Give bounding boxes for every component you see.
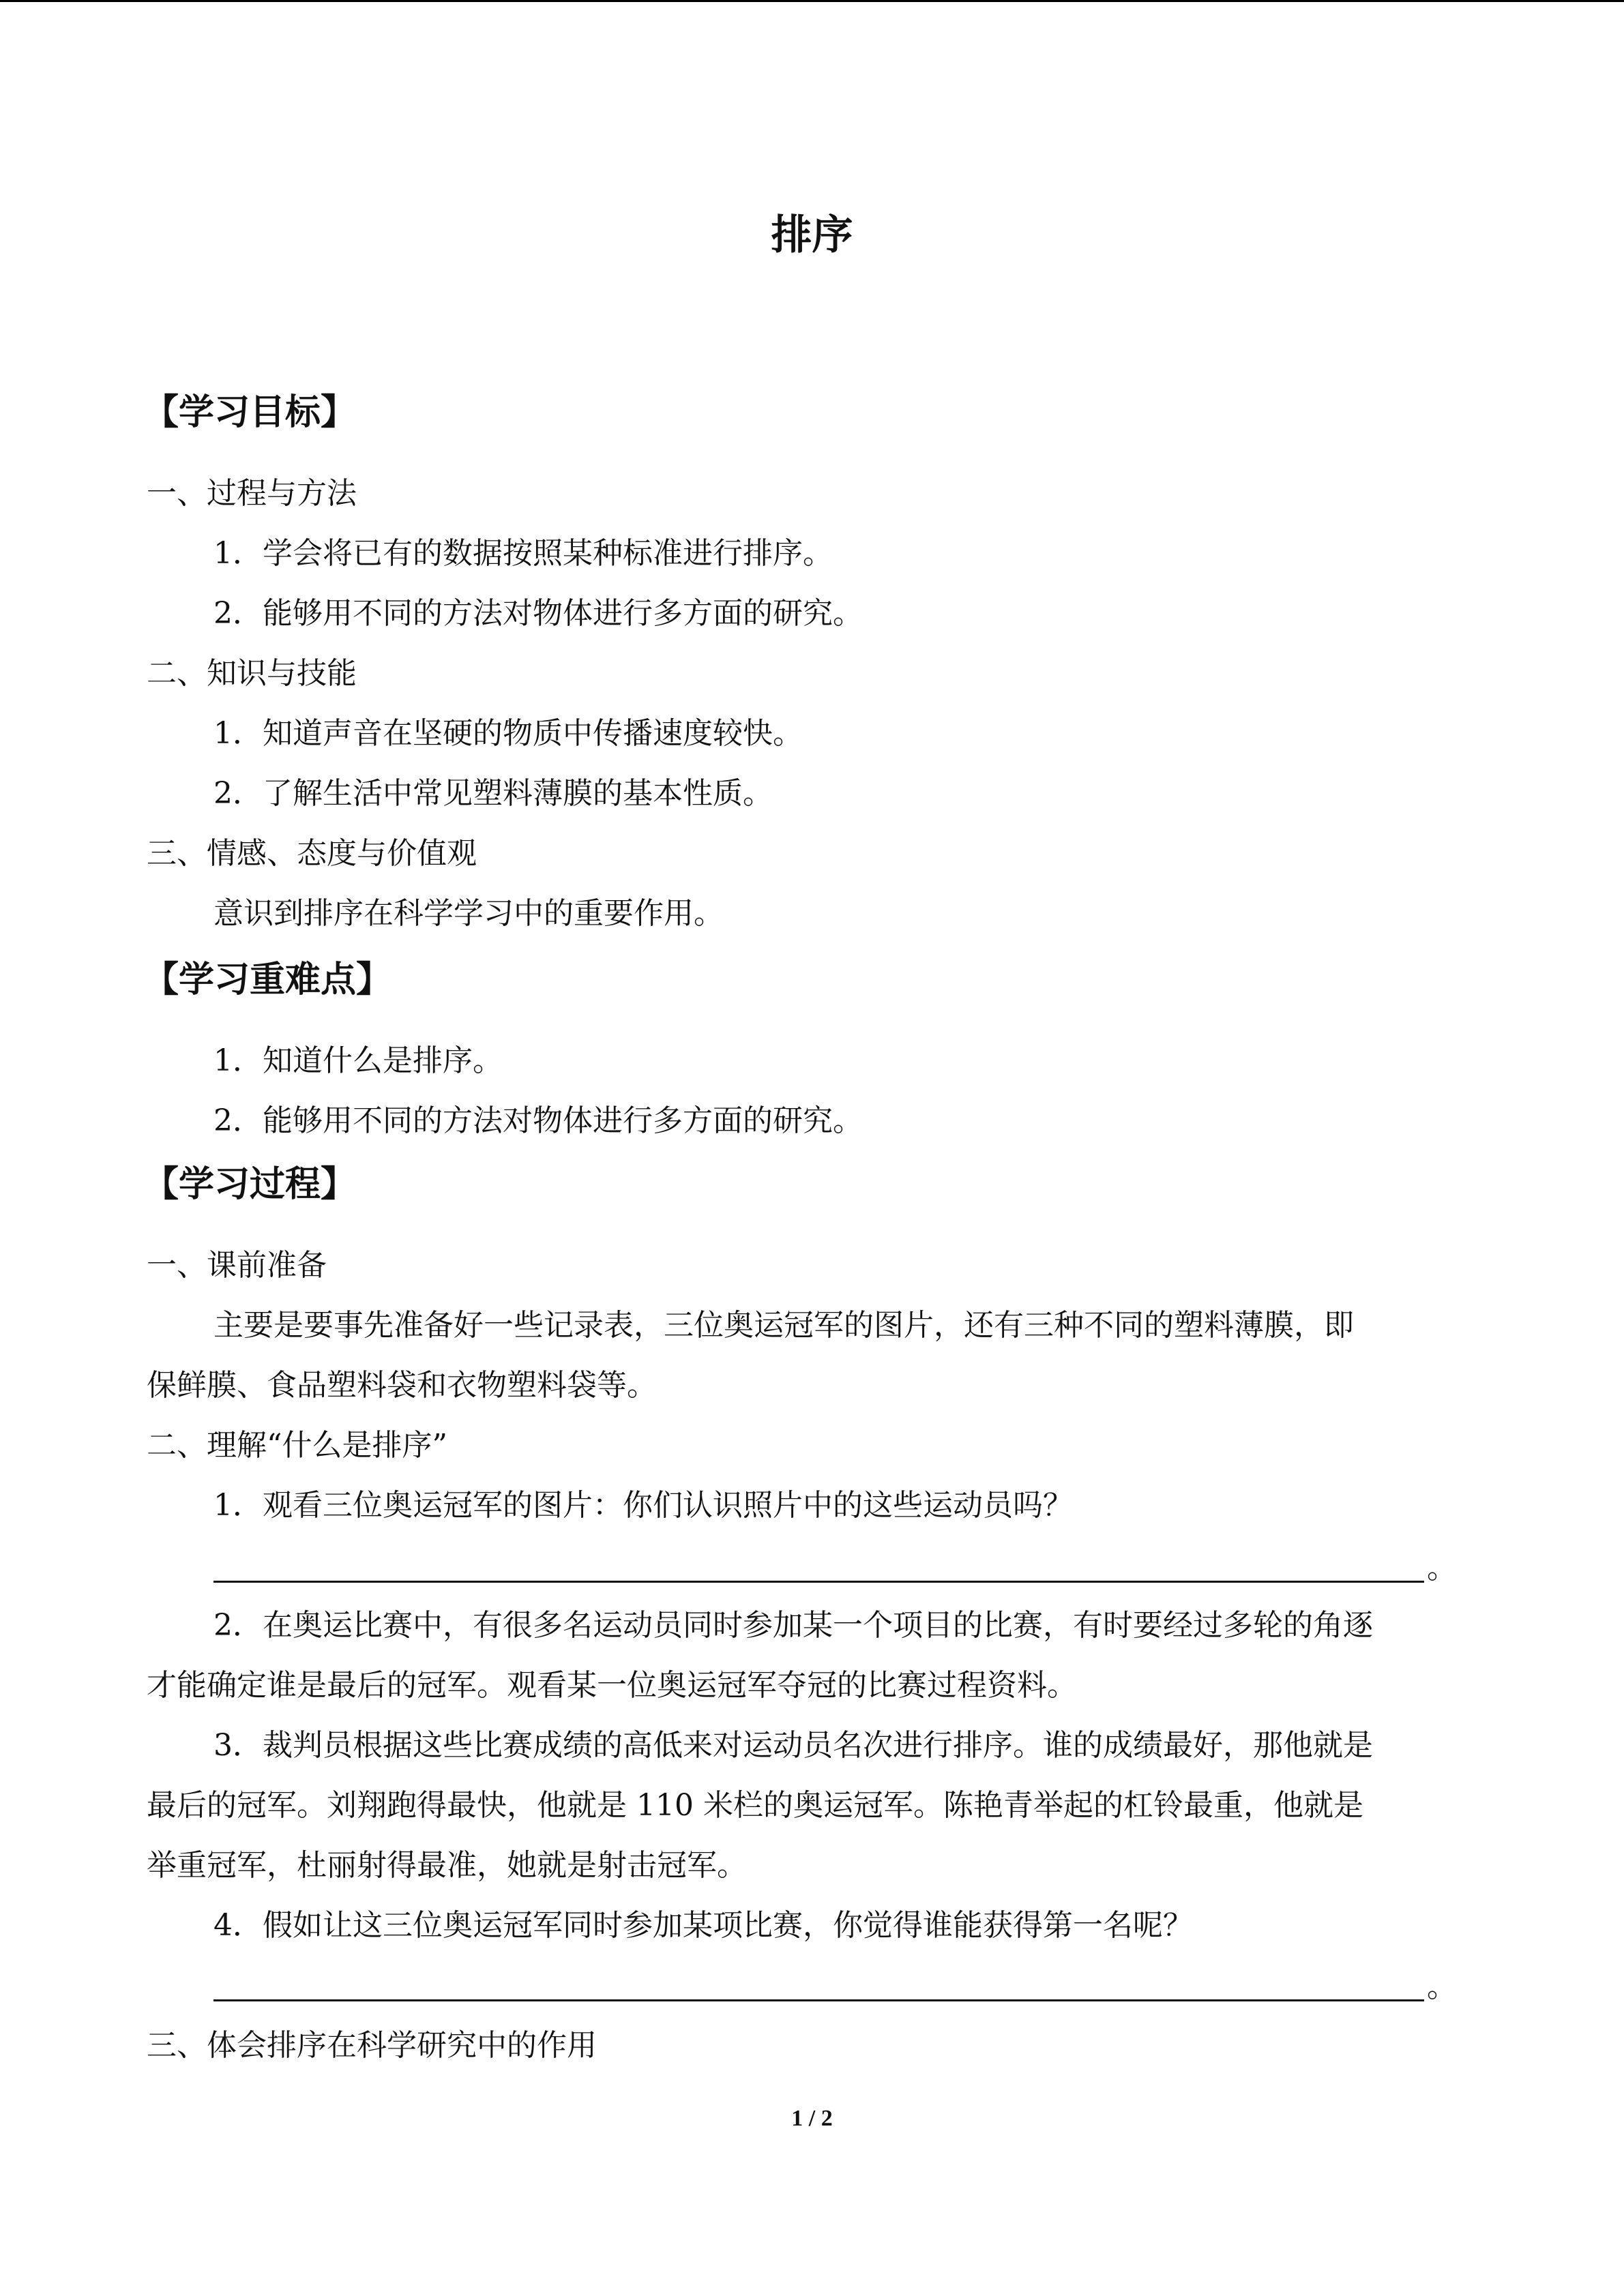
process-section-2-label: 二、理解“什么是排序” <box>147 1428 447 1463</box>
question-3-line-3: 举重冠军，杜丽射得最准，她就是射击冠军。 <box>147 1848 747 1883</box>
objectives-section-2-label: 二、知识与技能 <box>147 656 357 691</box>
question-2-line-2: 才能确定谁是最后的冠军。观看某一位奥运冠军夺冠的比赛过程资料。 <box>147 1668 1077 1703</box>
question-3-line-1: 3．裁判员根据这些比赛成绩的高低来对运动员名次进行排序。谁的成绩最好，那他就是 <box>213 1728 1373 1763</box>
page-title: 排序 <box>771 211 853 259</box>
objectives-section-3-text: 意识到排序在科学学习中的重要作用。 <box>213 896 724 931</box>
heading-process: 【学习过程】 <box>143 1164 357 1205</box>
question-4: 4．假如让这三位奥运冠军同时参加某项比赛，你觉得谁能获得第一名呢？ <box>213 1908 1193 1943</box>
heading-key-points: 【学习重难点】 <box>143 959 392 1000</box>
question-1: 1．观看三位奥运冠军的图片：你们认识照片中的这些运动员吗？ <box>213 1488 1073 1523</box>
answer-blank-1-period: 。 <box>1427 1551 1457 1585</box>
answer-blank-2[interactable] <box>213 1999 1424 2001</box>
objectives-section-3-label: 三、情感、态度与价值观 <box>147 836 477 871</box>
objectives-section-1-item-1: 1．学会将已有的数据按照某种标准进行排序。 <box>213 536 833 571</box>
answer-blank-1[interactable] <box>213 1581 1424 1583</box>
objectives-section-1-item-2: 2．能够用不同的方法对物体进行多方面的研究。 <box>213 596 863 631</box>
objectives-section-2-item-2: 2．了解生活中常见塑料薄膜的基本性质。 <box>213 776 773 811</box>
question-3-line-2: 最后的冠军。刘翔跑得最快，他就是 110 米栏的奥运冠军。陈艳青举起的杠铃最重，他就是 <box>147 1788 1363 1823</box>
key-point-item-1: 1．知道什么是排序。 <box>213 1043 503 1078</box>
process-section-1-label: 一、课前准备 <box>147 1248 327 1283</box>
answer-blank-2-period: 。 <box>1427 1969 1457 2004</box>
process-section-3-label: 三、体会排序在科学研究中的作用 <box>147 2028 597 2063</box>
process-section-1-line-1: 主要是要事先准备好一些记录表，三位奥运冠军的图片，还有三种不同的塑料薄膜，即 <box>213 1308 1354 1343</box>
question-2-line-1: 2．在奥运比赛中，有很多名运动员同时参加某一个项目的比赛，有时要经过多轮的角逐 <box>213 1608 1373 1643</box>
key-point-item-2: 2．能够用不同的方法对物体进行多方面的研究。 <box>213 1103 863 1138</box>
heading-objectives: 【学习目标】 <box>143 392 357 433</box>
process-section-1-line-2: 保鲜膜、食品塑料袋和衣物塑料袋等。 <box>147 1368 657 1403</box>
page-top-border <box>0 0 1624 2</box>
objectives-section-2-item-1: 1．知道声音在坚硬的物质中传播速度较快。 <box>213 716 803 751</box>
page-number: 1 / 2 <box>791 2106 833 2131</box>
objectives-section-1-label: 一、过程与方法 <box>147 476 357 511</box>
